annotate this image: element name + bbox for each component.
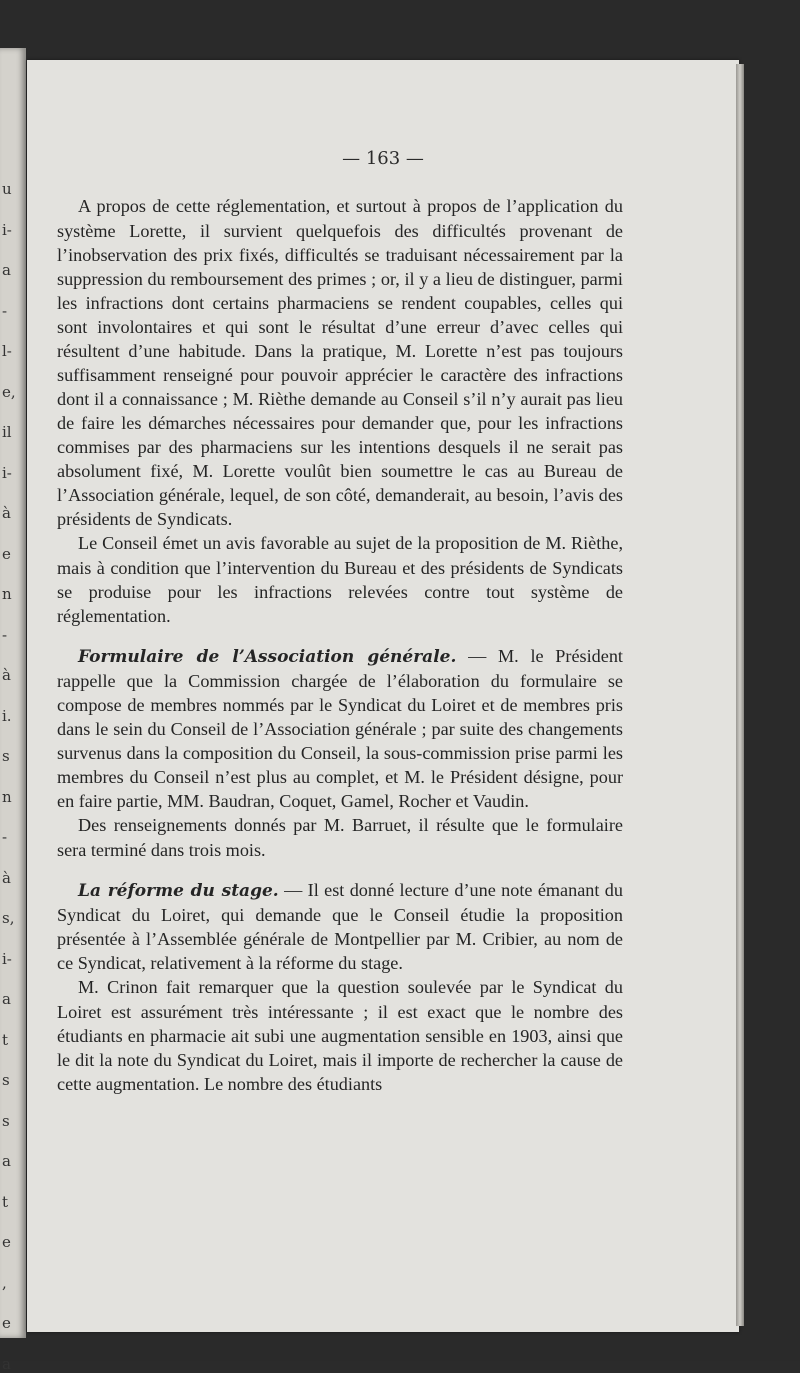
margin-fragment: a [2,1354,11,1373]
margin-fragment: n [2,585,12,603]
margin-fragment: e [2,1233,11,1251]
book-page [27,60,739,1332]
paragraph [57,194,623,531]
margin-fragment: i- [2,949,12,968]
margin-fragment: à [2,666,11,684]
paragraph-text: Des renseignements donnés par M. Barruet, il résulte que le formulaire sera terminé dans trois mois. [57,815,623,860]
paragraph [57,975,623,1096]
margin-fragment: s, [2,909,15,927]
margin-fragment: i- [2,463,12,482]
page-body [57,194,623,1096]
margin-fragment: à [2,868,11,887]
margin-fragment: t [2,1030,9,1049]
margin-fragment: il [2,423,12,441]
paragraph-text: — M. le Président rappelle que la Commission chargée de l’élaboration du formulaire se compose de membres nommés par le Syndicat du Loiret et de membres pris dans le sein du Conseil de l’Association générale ; par suite des changements survenus dans la composition du Conseil, la sous-commission prise parmi les membres du Conseil n’est plus au complet, et M. le Président désigne, pour en faire partie, MM. Baudran, Coquet, Gamel, Rocher et Vaudin. [57,646,623,811]
margin-fragment: - [2,625,8,644]
margin-fragment: l- [2,342,12,360]
paragraph-text: A propos de cette réglementation, et surtout à propos de l’application du système Lorette, il survient quelquefois des difficultés provenant de l’inobservation des prix fixés, difficultés se traduisant nécessairement par la suppression du remboursement des primes ; or, il y a lieu de distinguer, parmi les infractions dont certains pharmaciens se rendent coupables, celles qui sont involontaires et qui sont le résultat d’une erreur d’avec celles qui résultent d’une habitude. Dans la pratique, M. Lorette n’est pas toujours suffisamment renseigné pour pouvoir apprécier le caractère des infractions dont il a connaissance ; M. Rièthe demande au Conseil s’il n’y aurait pas lieu de faire les démarches nécessaires pour demander que, pour les infractions commises par des pharmaciens sur les intentions desquels il ne serait pas absolument fixé, M. Lorette voulût bien soumettre le cas au Bureau de l’Association générale, lequel, de son côté, demanderait, au besoin, l’avis des présidents de Syndicats. [57,196,623,529]
section-heading: Formulaire de l’Association générale. [78,647,457,667]
page-number: — 163 — [342,148,424,169]
margin-fragment: u [2,180,12,198]
paragraph [57,531,623,628]
margin-fragment: - [2,828,8,846]
section-heading: La réforme du stage. [78,881,279,901]
left-page-edge [0,48,26,1373]
page-edge-stack [736,64,744,1326]
margin-fragment: t [2,1192,9,1211]
paragraph-text: — Il est donné lecture d’une note émanant du Syndicat du Loiret, qui demande que le Conseil étudie la proposition présentée à l’Assemblée générale de Montpellier par M. Cribier, au nom de ce Syndicat, relativement à la réforme du stage. [57,880,623,973]
margin-fragment: e [2,544,11,563]
paragraph [57,644,623,813]
margin-fragment: , [2,1273,7,1292]
margin-fragment: a [2,1152,11,1170]
margin-fragment: à [2,504,11,522]
margin-fragment: - [2,301,8,320]
margin-fragment: s [2,747,10,765]
margin-fragment: n [2,787,12,806]
paragraph [57,813,623,862]
margin-fragment: a [2,990,11,1008]
margin-fragment: i- [2,220,12,239]
paragraph-text: M. Crinon fait remarquer que la question soulevée par le Syndicat du Loiret est assurément très intéressante ; il est exact que le nombre des étudiants en pharmacie ait subi une augmentation sensible en 1903, ainsi que le dit la note du Syndicat du Loiret, mais il importe de rechercher la cause de cette augmentation. Le nombre des étudiants [57,977,623,1094]
margin-fragment: s [2,1071,10,1089]
margin-fragment: e, [2,382,16,401]
paragraph [57,878,623,975]
margin-fragment: e [2,1314,11,1332]
margin-fragment: i. [2,706,12,725]
paragraph-text: Le Conseil émet un avis favorable au sujet de la proposition de M. Rièthe, mais à condition que l’intervention du Bureau et des présidents de Syndicats se produise pour les infractions relevées contre tout système de réglementation. [57,533,623,626]
margin-fragment: s [2,1111,10,1130]
margin-fragment: a [2,261,11,279]
